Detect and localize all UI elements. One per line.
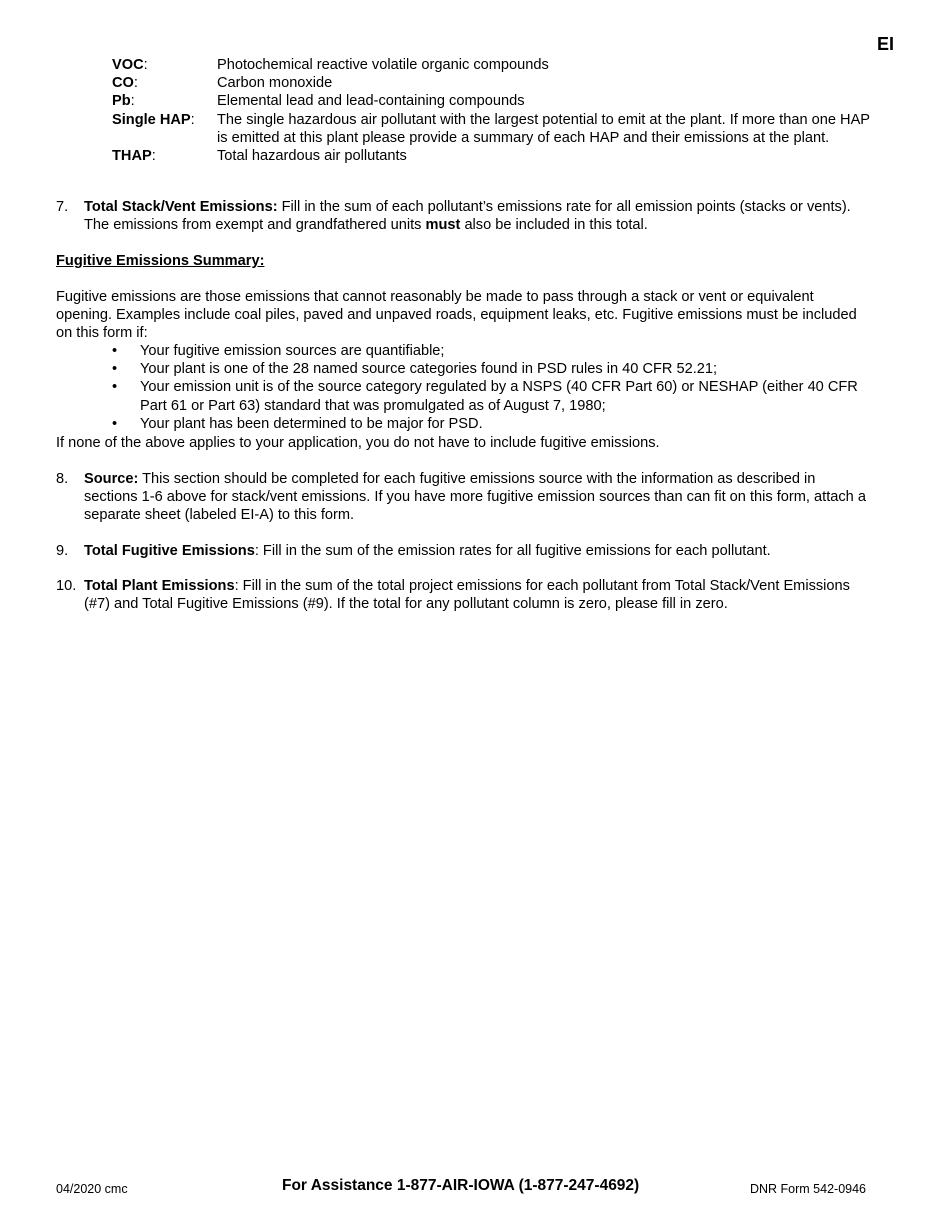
list-item: • Your plant has been determined to be major for PSD. — [112, 415, 483, 432]
item-title: Total Fugitive Emissions — [84, 543, 255, 559]
definition-co: CO: Carbon monoxide — [112, 74, 882, 92]
definition-thap: THAP: Total hazardous air pollutants — [112, 147, 882, 165]
item-number: 8. — [56, 471, 69, 487]
definitions-list — [112, 56, 882, 165]
item-text: This section should be completed for each fugitive emissions source with the information as described in sections 1-6 above for stack/vent emissions. If you have more fugitive emission sources than can fit on this form, attach a separate sheet (labeled EI-A) to this form. — [84, 471, 866, 524]
item-number: 9. — [56, 543, 69, 559]
definition-text: Photochemical reactive volatile organic compounds — [217, 57, 549, 73]
fugitive-intro-paragraph: Fugitive emissions are those emissions that cannot reasonably be made to pass through a stack or vent or equivalent opening. Examples include coal piles, paved and unpaved roads, equipment leaks, etc. Fugitive emissions must be included on this form if: — [56, 289, 857, 342]
item-text: Fill in the sum of each pollutant’s emissions rate for all emission points (stacks or vents). The emissions from exempt and grandfathered units — [84, 199, 851, 234]
footer-revision-date: 04/2020 cmc — [56, 1182, 128, 1196]
definition-text: Total hazardous air pollutants — [217, 148, 407, 165]
fugitive-criteria-list — [112, 342, 872, 433]
list-item: • Your plant is one of the 28 named source categories found in PSD rules in 40 CFR 52.21; — [112, 361, 718, 378]
item-text: : Fill in the sum of the total project emissions for each pollutant from Total Stack/Vent Emissions (#7) and Total Fugitive Emissions (#9). If the total for any pollutant column is zero, please fill in zero. — [84, 578, 850, 613]
item-text: also be included in this total. — [460, 217, 648, 234]
item-number: 10. — [56, 578, 77, 594]
bullet-icon: • — [112, 379, 118, 396]
item-number: 7. — [56, 199, 69, 215]
list-item: • Your emission unit is of the source category regulated by a NSPS (40 CFR Part 60) or NESHAP (either 40 CFR Part 61 or Part 63) standard that was promulgated as of August 7, 1980; — [112, 379, 858, 414]
footer-form-number: DNR Form 542-0946 — [749, 1182, 866, 1196]
item-9-total-fugitive-emissions — [56, 542, 871, 560]
item-7-total-stack-vent-emissions — [56, 198, 871, 234]
definition-voc: VOC: Photochemical reactive volatile organic compounds — [112, 56, 882, 74]
item-8-source — [56, 470, 871, 525]
fugitive-emissions-heading: Fugitive Emissions Summary: — [56, 253, 265, 269]
definition-text: Elemental lead and lead-containing compounds — [217, 93, 525, 110]
definition-term: VOC — [112, 57, 144, 73]
bullet-icon: • — [112, 361, 118, 378]
definition-term: Single HAP — [112, 111, 191, 128]
footer-assistance-phone: For Assistance 1-877-AIR-IOWA (1-877-247-4692) — [282, 1177, 640, 1194]
item-title: Total Plant Emissions — [84, 578, 235, 594]
definition-term: CO — [112, 75, 134, 92]
definition-single-hap: Single HAP: The single hazardous air pollutant with the largest potential to emit at the plant. If more than one HAP is emitted at this plant please provide a summary of each HAP and their emissions at the plant. — [112, 111, 882, 147]
list-item: • Your fugitive emission sources are quantifiable; — [112, 343, 445, 359]
item-title: Total Stack/Vent Emissions: — [84, 199, 278, 215]
fugitive-closing-paragraph: If none of the above applies to your application, you do not have to include fugitive emissions. — [56, 435, 660, 451]
definition-text: The single hazardous air pollutant with the largest potential to emit at the plant. If more than one HAP is emitted at this plant please provide a summary of each HAP and their emissions at the plant. — [217, 111, 870, 146]
definition-term: Pb — [112, 93, 131, 110]
item-emphasis: must — [425, 217, 461, 234]
form-code: EI — [876, 34, 894, 54]
bullet-icon: • — [112, 415, 118, 432]
definition-term: THAP — [112, 148, 152, 165]
definition-text: Carbon monoxide — [217, 75, 333, 92]
bullet-icon: • — [112, 343, 118, 359]
definition-pb: Pb: Elemental lead and lead-containing compounds — [112, 92, 882, 110]
item-text: : Fill in the sum of the emission rates for all fugitive emissions for each pollutant. — [254, 543, 771, 559]
item-title: Source: — [84, 471, 139, 487]
item-10-total-plant-emissions — [56, 577, 871, 613]
